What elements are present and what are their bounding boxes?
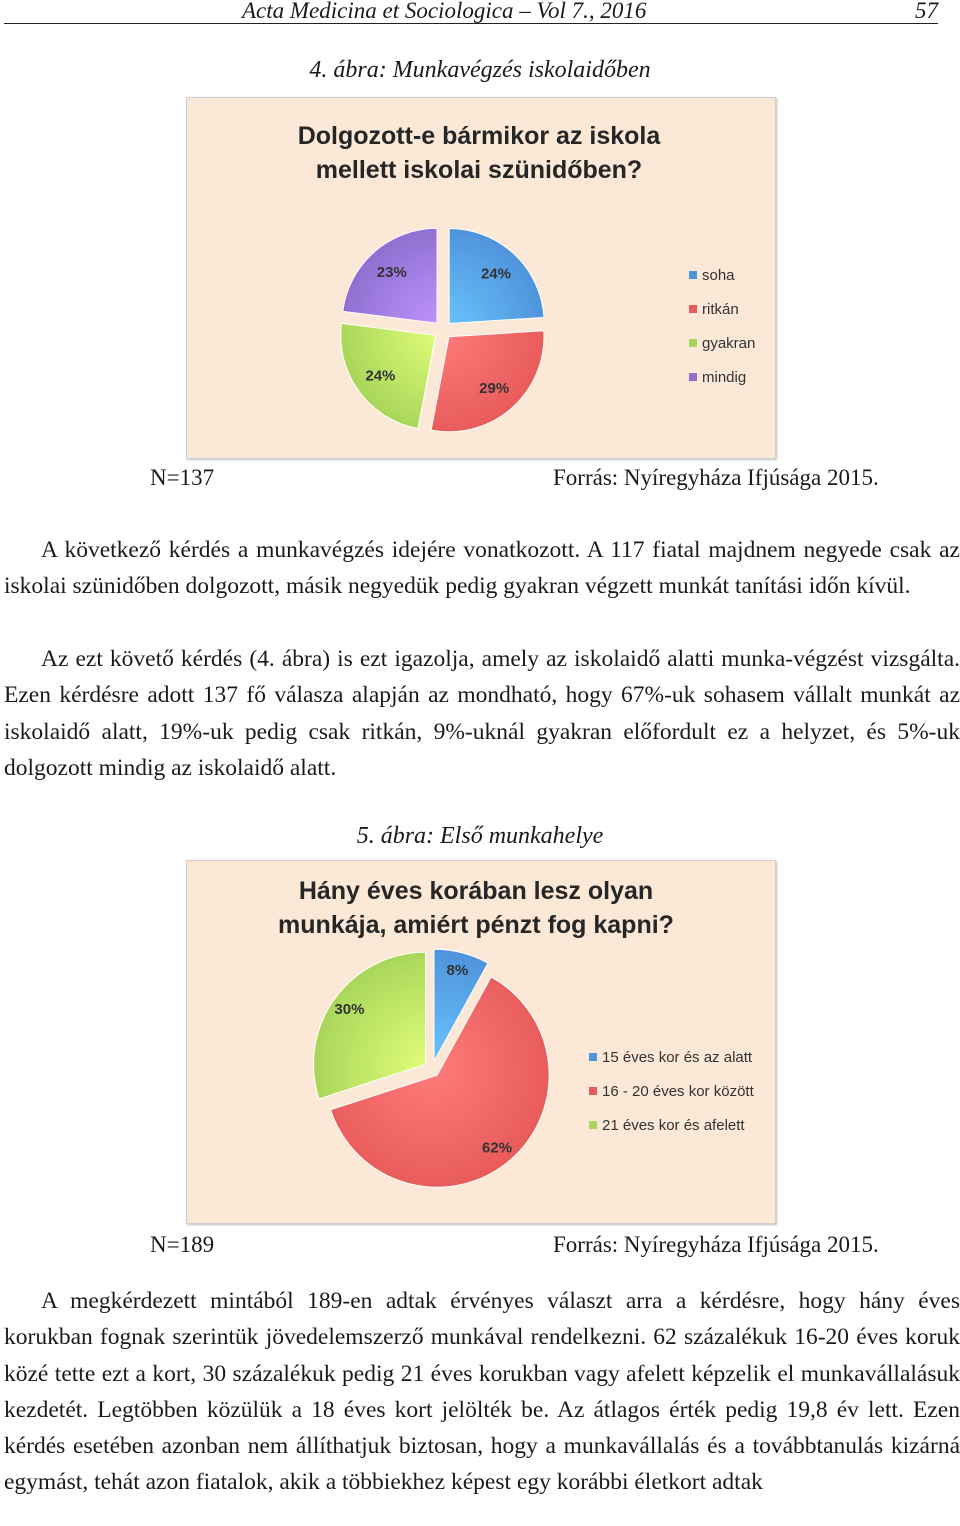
figure-5-source: Forrás: Nyíregyháza Ifjúsága 2015. (553, 1232, 879, 1257)
figure-4-caption: 4. ábra: Munkavégzés iskolaidőben (309, 57, 651, 83)
pie-chart-first-job-age (187, 861, 775, 1223)
running-header (4, 0, 938, 24)
chart4-legend-label-0: soha (702, 267, 735, 284)
chart5-legend-swatch-2 (589, 1121, 597, 1129)
chart4-legend-label-1: ritkán (702, 301, 739, 318)
chart5-legend-label-0: 15 éves kor és az alatt (602, 1049, 753, 1066)
chart4-slice-label-2: 24% (365, 367, 396, 385)
chart5-slice-2 (314, 952, 426, 1099)
figure-4-source: Forrás: Nyíregyháza Ifjúsága 2015. (553, 465, 879, 490)
chart4-legend-label-3: mindig (702, 369, 747, 386)
figure-5-caption: 5. ábra: Első munkahelye (356, 823, 604, 849)
chart4-legend-swatch-1 (689, 305, 697, 313)
figure-4-chart (186, 97, 776, 459)
pie-chart-work-during-school (187, 98, 775, 458)
chart5-legend-label-1: 16 - 20 éves kor között (602, 1083, 754, 1100)
paragraph-3: A megkérdezett mintából 189-en adtak érvényes választ arra a kérdésre, hogy hány éves korukban fognak szerintük jövedelemszerző munkával rendelkezni. 62 százalékuk 16-20 éves koruk közé tette ezt a kort, 30 százalékuk pedig 21 éves korukban vagy afelett képzelik el munkavállalásuk kezdetét. Legtöbben közülük a 18 éves kort jelölték be. Az átlagos érték pedig 19,8 év lett. Ezen kérdés esetében azonban nem állíthatjuk biztosan, hogy a munkavállalás és a továbbtanulás kizárná egymást, tehát azon fiatalok, akik a többiekhez képest egy korábbi életkort adtak (4, 1288, 960, 1496)
figure-5-sample-size: N=189 (150, 1232, 215, 1257)
chart-5-title-line-1: Hány éves korában lesz olyan (298, 877, 654, 905)
chart4-slice-label-0: 24% (480, 265, 511, 283)
chart4-legend-swatch-2 (689, 339, 697, 347)
chart4-slice-label-3: 23% (376, 263, 407, 281)
chart5-legend-swatch-1 (589, 1087, 597, 1095)
chart5-legend-swatch-0 (589, 1053, 597, 1061)
chart-4-title-line-2: mellett iskolai szünidőben? (315, 156, 643, 184)
page-number: 57 (915, 0, 938, 23)
chart5-slice-label-2: 30% (334, 1000, 365, 1018)
chart5-legend-label-2: 21 éves kor és afelett (602, 1117, 745, 1134)
chart4-legend-label-2: gyakran (702, 335, 756, 352)
chart5-slice-label-1: 62% (482, 1139, 513, 1157)
chart4-slice-label-1: 29% (479, 380, 510, 398)
chart-4-title-line-1: Dolgozott-e bármikor az iskola (297, 122, 661, 150)
figure-5-chart (186, 860, 776, 1224)
journal-title: Acta Medicina et Sociologica – Vol 7., 2016 (242, 0, 647, 23)
chart5-slice-label-0: 8% (446, 962, 469, 980)
chart4-legend-swatch-0 (689, 271, 697, 279)
figure-4-sample-size: N=137 (150, 465, 215, 490)
chart-5-title-line-2: munkája, amiért pénzt fog kapni? (278, 911, 674, 939)
chart4-legend-swatch-3 (689, 373, 697, 381)
paragraph-2: Az ezt követő kérdés (4. ábra) is ezt igazolja, amely az iskolaidő alatti munka-végzést vizsgálta. Ezen kérdésre adott 137 fő válasza alapján az mondható, hogy 67%-uk sohasem vállalt munkát az iskolaidő alatt, 19%-uk pedig csak ritkán, 9%-uknál gyakran előfordult ez a helyzet, és 5%-uk dolgozott mindig az iskolaidő alatt. (4, 646, 960, 781)
paragraph-1: A következő kérdés a munkavégzés idejére vonatkozott. A 117 fiatal majdnem negyede csak az iskolai szünidőben dolgozott, másik negyedük pedig gyakran végzett munkát tanítási időn kívül. (4, 537, 960, 600)
